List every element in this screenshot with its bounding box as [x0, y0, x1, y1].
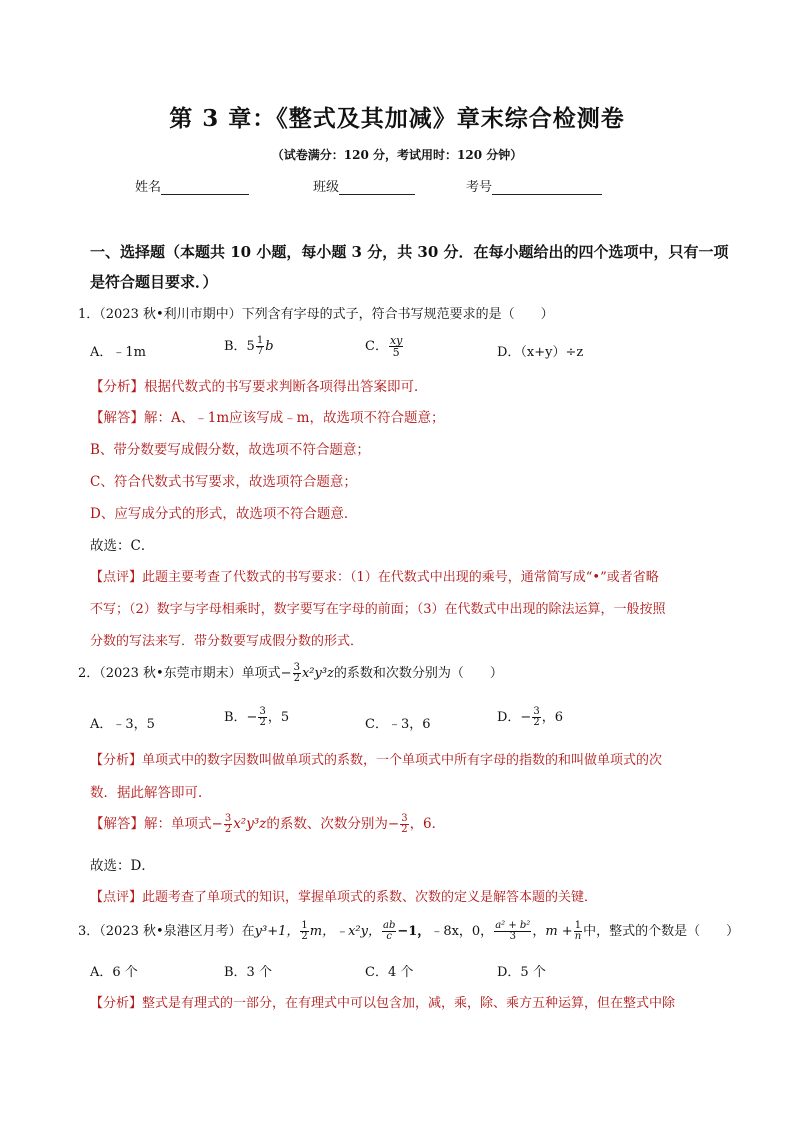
q2-option-d-fraction — [532, 707, 540, 728]
q2-option-b-den: 2 — [259, 717, 266, 728]
q3-item-1: y³+1， — [254, 924, 300, 939]
q3-analysis: 【分析】整式是有理式的一部分，在有理式中可以包含加，减，乘，除、乘方五种运算，但在整式中除 — [90, 996, 676, 1011]
q3-option-d: D．5 个 — [497, 965, 546, 980]
name-field — [135, 176, 249, 195]
q3-stem-suffix: 中，整式的个数是（ ） — [583, 924, 740, 939]
q3-option-b: B．3 个 — [224, 965, 272, 980]
q2-stem-num: 3 — [293, 662, 300, 673]
q2-option-d — [497, 706, 563, 728]
q3-item-2-var: m， — [309, 924, 336, 939]
q2-solution-fraction — [224, 814, 232, 835]
q2-option-b-prefix: B．− — [224, 710, 258, 725]
q3-item-6-fraction — [494, 921, 531, 942]
q2-analysis-2: 数．据此解答即可． — [90, 785, 212, 801]
q2-solution-num-2: 3 — [401, 813, 408, 824]
q2-solution-var: x²y³z — [233, 816, 267, 832]
q3-stem-prefix: 3．（2023 秋•泉港区月考）在 — [78, 924, 255, 939]
q2-stem — [78, 662, 503, 684]
q1-comment-3: 分数的写法来写．带分数要写成假分数的形式． — [90, 634, 364, 649]
q1-comment-2: 不写；（2）数字与字母相乘时，数字要写在字母的前面；（3）在代数式中出现的除法运算，一般按照 — [90, 602, 666, 617]
q2-choice: 故选：D． — [90, 858, 155, 874]
q3-item-3: ﹣x²y， — [335, 924, 381, 939]
q1-option-c-prefix: C． — [365, 339, 388, 354]
q3-item-7-fraction — [574, 921, 582, 942]
q3-item-6-den: 3 — [494, 931, 531, 942]
q3-item-4-den: c — [382, 931, 396, 942]
q2-solution-den: 2 — [224, 824, 232, 835]
name-blank — [161, 180, 249, 195]
q2-option-b — [224, 706, 289, 728]
q1-solution-2: B、带分数要写成假分数，故选项不符合题意； — [90, 442, 370, 458]
q2-option-a: A．﹣3，5 — [90, 717, 155, 732]
name-label: 姓名 — [135, 180, 162, 195]
q2-solution-minus: − — [211, 816, 223, 832]
q1-analysis: 【分析】根据代数式的书写要求判断各项得出答案即可． — [90, 379, 428, 395]
q3-item-2-num: 1 — [301, 920, 308, 931]
q3-item-2-den: 2 — [301, 931, 308, 942]
q1-option-b-prefix: B．5 — [224, 339, 255, 354]
q3-item-7-num: 1 — [574, 920, 582, 931]
q1-option-c-den: 5 — [389, 346, 403, 358]
q1-option-b — [224, 335, 274, 357]
q3-item-2-fraction — [300, 921, 308, 942]
q1-option-d: D．（x+y）÷z — [497, 345, 584, 360]
id-label: 考号 — [466, 180, 493, 195]
q1-option-c — [365, 335, 404, 358]
q2-option-b-suffix: ，5 — [267, 710, 290, 725]
q3-item-7-prefix: m + — [545, 924, 573, 939]
q2-solution-num: 3 — [224, 813, 232, 824]
q1-option-c-num: xy — [389, 334, 403, 347]
q1-choice: 故选：C． — [90, 538, 155, 554]
q1-solution-3: C、符合代数式书写要求，故选项符合题意； — [90, 474, 357, 490]
q2-stem-minus: − — [280, 666, 292, 681]
class-label: 班级 — [313, 180, 340, 195]
id-blank — [492, 180, 602, 195]
section-heading-line1: 一、选择题（本题共 10 小题，每小题 3 分，共 30 分．在每小题给出的四个选项中，只有一项 — [90, 243, 729, 261]
q3-item-4-suffix: −1， — [397, 924, 431, 939]
q3-option-a: A．6 个 — [90, 965, 138, 980]
q1-solution-4: D、应写成分式的形式，故选项不符合题意． — [90, 506, 358, 522]
q2-stem-prefix: 2．（2023 秋•东莞市期末）单项式 — [78, 666, 281, 681]
q1-option-b-den: 7 — [256, 346, 264, 357]
q2-option-d-den: 2 — [533, 717, 540, 728]
q2-solution — [90, 812, 445, 835]
q3-item-4-num: ab — [382, 920, 396, 931]
q2-stem-suffix: 的系数和次数分别为（ ） — [333, 666, 503, 681]
q3-item-7-den: n — [574, 931, 582, 942]
q2-stem-den: 2 — [293, 673, 300, 684]
q3-stem — [78, 920, 739, 942]
q2-stem-var: x²y³z — [301, 666, 334, 681]
section-heading-line2: 是符合题目要求．） — [90, 273, 218, 291]
class-blank — [339, 180, 415, 195]
q1-option-b-fraction — [256, 336, 264, 357]
q2-option-d-suffix: ，6 — [541, 710, 563, 725]
q2-option-b-fraction — [258, 707, 266, 728]
q3-option-c: C．4 个 — [365, 965, 414, 980]
q2-analysis-1: 【分析】单项式中的数字因数叫做单项式的系数，一个单项式中所有字母的指数的和叫做单项式的次 — [90, 753, 663, 768]
q2-comment: 【点评】此题考查了单项式的知识，掌握单项式的系数、次数的定义是解答本题的关键． — [90, 890, 598, 905]
q2-solution-suffix: ，6． — [409, 816, 446, 832]
q3-item-6-num: a² + b² — [495, 920, 531, 931]
q2-solution-den-2: 2 — [401, 824, 408, 835]
q3-item-4-fraction — [382, 921, 396, 942]
page-subtitle: （试卷满分：120 分，考试用时：120 分钟） — [271, 148, 523, 162]
q2-option-d-num: 3 — [533, 706, 540, 717]
q2-solution-minus-2: − — [387, 816, 400, 832]
q3-item-6-suffix: ， — [532, 924, 546, 939]
q3-item-5: ﹣8x，0， — [430, 924, 494, 939]
q1-stem: 1．（2023 秋•利川市期中）下列含有字母的式子，符合书写规范要求的是（ ） — [78, 307, 554, 322]
q2-option-c: C．﹣3，6 — [365, 717, 431, 732]
id-field — [466, 176, 602, 195]
q1-option-b-suffix: b — [265, 339, 274, 354]
q1-solution-1: 【解答】解：A、﹣1m应该写成﹣m，故选项不符合题意； — [90, 410, 445, 426]
q2-option-d-prefix: D．− — [497, 710, 532, 725]
page-title: 第 3 章：《整式及其加减》章末综合检测卷 — [169, 105, 625, 132]
q2-stem-fraction — [293, 663, 301, 684]
q2-solution-mid: 的系数、次数分别为 — [266, 816, 388, 832]
q1-option-b-num: 1 — [256, 335, 264, 346]
q2-option-b-num: 3 — [259, 706, 266, 717]
q2-solution-fraction-2 — [400, 814, 408, 835]
q1-option-c-fraction — [389, 335, 403, 358]
q1-comment-1: 【点评】此题主要考查了代数式的书写要求：（1）在代数式中出现的乘号，通常简写成“•”或者省略 — [90, 570, 659, 585]
q2-solution-prefix: 【解答】解：单项式 — [90, 816, 212, 832]
q1-option-a: A．﹣1m — [90, 345, 146, 360]
class-field — [313, 176, 415, 195]
